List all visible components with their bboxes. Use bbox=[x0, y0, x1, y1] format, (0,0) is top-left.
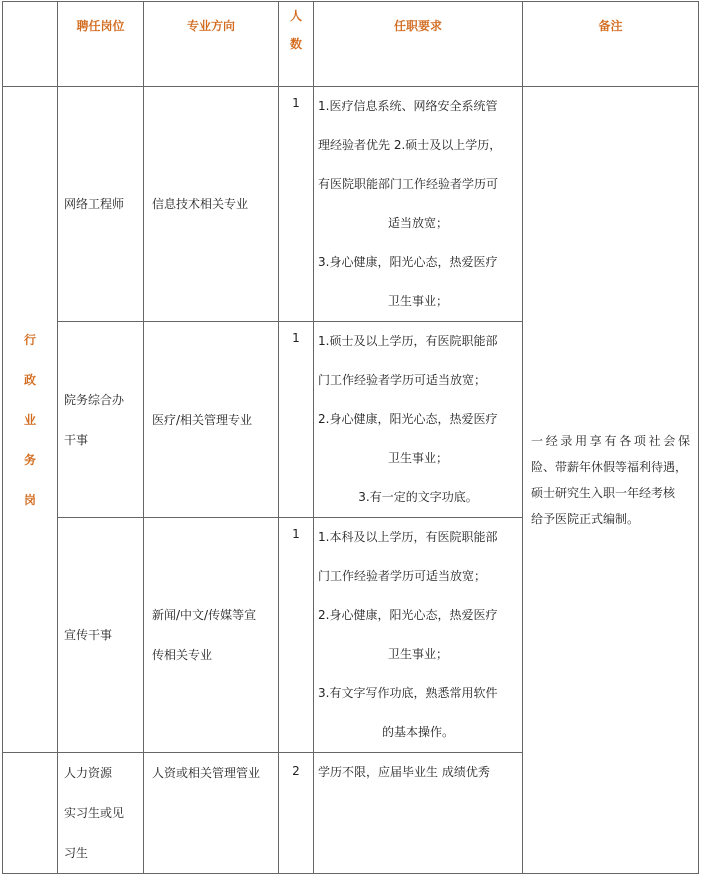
header-requirements bbox=[314, 2, 523, 87]
requirement-line: 2.身心健康，阳光心态，热爱医疗 bbox=[318, 412, 498, 426]
header-notes bbox=[523, 2, 699, 87]
note-line: 硕士研究生入职一年经考核 bbox=[531, 486, 676, 500]
requirement-line: 1.硕士及以上学历，有医院职能部 bbox=[318, 334, 498, 348]
note-line: 一经录用享有各项社会保 bbox=[531, 434, 690, 448]
requirement-line: 3.有一定的文字功底。 bbox=[358, 490, 478, 504]
count-cell: 1 bbox=[279, 87, 314, 322]
requirement-line: 的基本操作。 bbox=[381, 725, 454, 739]
header-major bbox=[144, 2, 279, 87]
major-name: 人资或相关管理管业 bbox=[152, 766, 261, 780]
position-name: 院务综合办 bbox=[64, 392, 125, 407]
count-cell: 2 bbox=[279, 753, 314, 874]
department-char: 政 bbox=[23, 372, 36, 387]
requirement-line: 门工作经验者学历可适当放宽； bbox=[318, 373, 487, 387]
major-cell bbox=[144, 322, 279, 518]
requirement-line: 门工作经验者学历可适当放宽； bbox=[318, 569, 487, 583]
requirements-cell bbox=[314, 87, 523, 322]
requirements-cell bbox=[314, 753, 523, 874]
requirement-line: 理经验者优先 2.硕士及以上学历， bbox=[318, 138, 502, 152]
requirement-line: 1.医疗信息系统、网络安全系统管 bbox=[318, 99, 498, 113]
requirements-cell bbox=[314, 518, 523, 753]
requirement-line: 1.本科及以上学历，有医院职能部 bbox=[318, 530, 498, 544]
position-cell bbox=[58, 322, 144, 518]
major-cell bbox=[144, 518, 279, 753]
count-cell: 1 bbox=[279, 518, 314, 753]
requirement-line: 3.有文字写作功底，熟悉常用软件 bbox=[318, 686, 498, 700]
position-name: 习生 bbox=[64, 846, 89, 860]
header-count-char: 数 bbox=[289, 37, 302, 51]
major-cell bbox=[144, 753, 279, 874]
header-position-label: 聘任岗位 bbox=[76, 19, 125, 33]
major-name: 信息技术相关专业 bbox=[152, 197, 249, 211]
department-char: 岗 bbox=[23, 492, 36, 507]
position-cell bbox=[58, 518, 144, 753]
header-count-char: 人 bbox=[289, 9, 302, 23]
requirement-line: 2.身心健康，阳光心态，热爱医疗 bbox=[318, 608, 498, 622]
requirement-line: 3.身心健康，阳光心态，热爱医疗 bbox=[318, 255, 498, 269]
position-name: 实习生或见 bbox=[64, 806, 125, 820]
department-char: 业 bbox=[23, 412, 36, 427]
count-cell: 1 bbox=[279, 322, 314, 518]
requirement-line: 学历不限，应届毕业生 成绩优秀 bbox=[318, 765, 490, 779]
header-count bbox=[279, 2, 314, 87]
header-position bbox=[58, 2, 144, 87]
position-name: 人力资源 bbox=[64, 766, 113, 780]
department-char: 务 bbox=[23, 452, 36, 467]
table-row bbox=[3, 87, 699, 322]
note-line: 给予医院正式编制。 bbox=[531, 512, 640, 526]
major-name: 传相关专业 bbox=[152, 648, 213, 662]
department-char: 行 bbox=[23, 332, 36, 347]
header-notes-label: 备注 bbox=[598, 19, 623, 33]
department-blank-cell bbox=[3, 753, 58, 874]
position-name: 网络工程师 bbox=[64, 197, 125, 211]
department-cell bbox=[3, 87, 58, 753]
header-row bbox=[3, 2, 699, 87]
requirements-cell bbox=[314, 322, 523, 518]
requirement-line: 卫生事业； bbox=[387, 647, 448, 661]
requirement-line: 有医院职能部门工作经验者学历可 bbox=[318, 177, 499, 191]
header-requirements-label: 任职要求 bbox=[393, 19, 442, 33]
major-name: 医疗/相关管理专业 bbox=[152, 412, 253, 427]
requirement-line: 卫生事业； bbox=[387, 294, 448, 308]
requirement-line: 适当放宽； bbox=[387, 216, 448, 230]
position-name: 宣传干事 bbox=[64, 628, 113, 642]
major-cell bbox=[144, 87, 279, 322]
position-cell bbox=[58, 753, 144, 874]
major-name: 新闻/中文/传媒等宣 bbox=[152, 608, 257, 622]
notes-cell bbox=[523, 87, 699, 874]
note-line: 险、带薪年休假等福利待遇， bbox=[531, 460, 688, 474]
requirement-line: 卫生事业； bbox=[387, 451, 448, 465]
header-major-label: 专业方向 bbox=[186, 19, 235, 33]
header-blank-cell bbox=[3, 2, 58, 87]
recruitment-table bbox=[2, 1, 699, 874]
position-name: 干事 bbox=[64, 432, 89, 447]
position-cell bbox=[58, 87, 144, 322]
